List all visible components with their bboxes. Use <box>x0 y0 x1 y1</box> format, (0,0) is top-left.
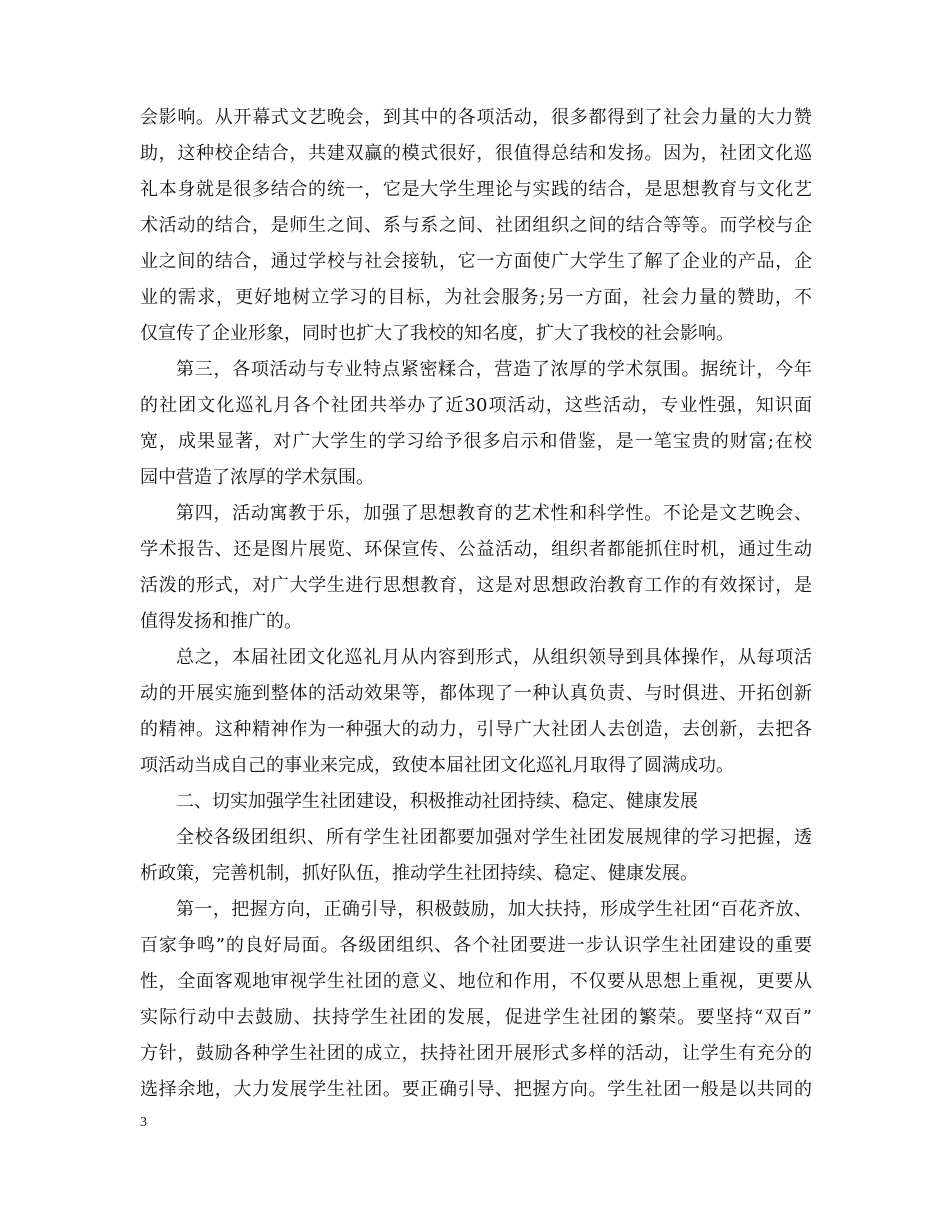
text-line: 二、切实加强学生社团建设，积极推动社团持续、稳定、健康发展 <box>176 791 698 812</box>
text-line: 百家争鸣”的良好局面。各级团组织、各个社团要进一步认识学生社团建设的重要 <box>140 935 812 956</box>
text-line: 项活动当成自己的事业来完成，致使本届社团文化巡礼月取得了圆满成功。 <box>140 755 734 776</box>
text-line: 园中营造了浓厚的学术氛围。 <box>140 467 374 488</box>
text-line: 术活动的结合，是师生之间、系与系之间、社团组织之间的结合等等。而学校与企 <box>140 215 812 236</box>
text-line: 活泼的形式，对广大学生进行思想教育，这是对思想政治教育工作的有效探讨，是 <box>140 575 812 596</box>
text-line: 宽，成果显著，对广大学生的学习给予很多启示和借鉴，是一笔宝贵的财富;在校 <box>140 431 812 452</box>
text-line: 全校各级团组织、所有学生社团都要加强对学生社团发展规律的学习把握，透 <box>176 827 812 848</box>
body-text <box>140 100 812 1108</box>
text-line: 的精神。这种精神作为一种强大的动力，引导广大社团人去创造，去创新，去把各 <box>140 719 812 740</box>
text-line: 选择余地，大力发展学生社团。要正确引导、把握方向。学生社团一般是以共同的 <box>140 1079 812 1100</box>
text-line: 仅宣传了企业形象，同时也扩大了我校的知名度，扩大了我校的社会影响。 <box>140 323 734 344</box>
text-line: 会影响。从开幕式文艺晚会，到其中的各项活动，很多都得到了社会力量的大力赞 <box>140 107 812 128</box>
text-line: 礼本身就是很多结合的统一，它是大学生理论与实践的结合，是思想教育与文化艺 <box>140 179 812 200</box>
text-line: 析政策，完善机制，抓好队伍，推动学生社团持续、稳定、健康发展。 <box>140 863 698 884</box>
text-line: 值得发扬和推广的。 <box>140 611 302 632</box>
text-line: 助，这种校企结合，共建双赢的模式很好，很值得总结和发扬。因为，社团文化巡 <box>140 143 812 164</box>
text-line: 性，全面客观地审视学生社团的意义、地位和作用，不仅要从思想上重视，更要从 <box>140 971 812 992</box>
text-line: 第一，把握方向，正确引导，积极鼓励，加大扶持，形成学生社团“百花齐放、 <box>176 899 812 920</box>
text-line: 的社团文化巡礼月各个社团共举办了近30项活动，这些活动，专业性强，知识面 <box>140 395 812 416</box>
text-line: 第四，活动寓教于乐，加强了思想教育的艺术性和科学性。不论是文艺晚会、 <box>176 503 812 524</box>
text-line: 第三，各项活动与专业特点紧密糅合，营造了浓厚的学术氛围。据统计，今年 <box>176 359 812 380</box>
text-line: 动的开展实施到整体的活动效果等，都体现了一种认真负责、与时俱进、开拓创新 <box>140 683 812 704</box>
text-line: 实际行动中去鼓励、扶持学生社团的发展，促进学生社团的繁荣。要坚持“双百” <box>140 1007 812 1028</box>
text-line: 方针，鼓励各种学生社团的成立，扶持社团开展形式多样的活动，让学生有充分的 <box>140 1043 812 1064</box>
page-number: 3 <box>140 1115 147 1130</box>
text-line: 业的需求，更好地树立学习的目标，为社会服务;另一方面，社会力量的赞助，不 <box>140 287 812 308</box>
text-line: 学术报告、还是图片展览、环保宣传、公益活动，组织者都能抓住时机，通过生动 <box>140 539 812 560</box>
text-line: 总之，本届社团文化巡礼月从内容到形式，从组织领导到具体操作，从每项活 <box>176 647 812 668</box>
text-line: 业之间的结合，通过学校与社会接轨，它一方面使广大学生了解了企业的产品，企 <box>140 251 812 272</box>
